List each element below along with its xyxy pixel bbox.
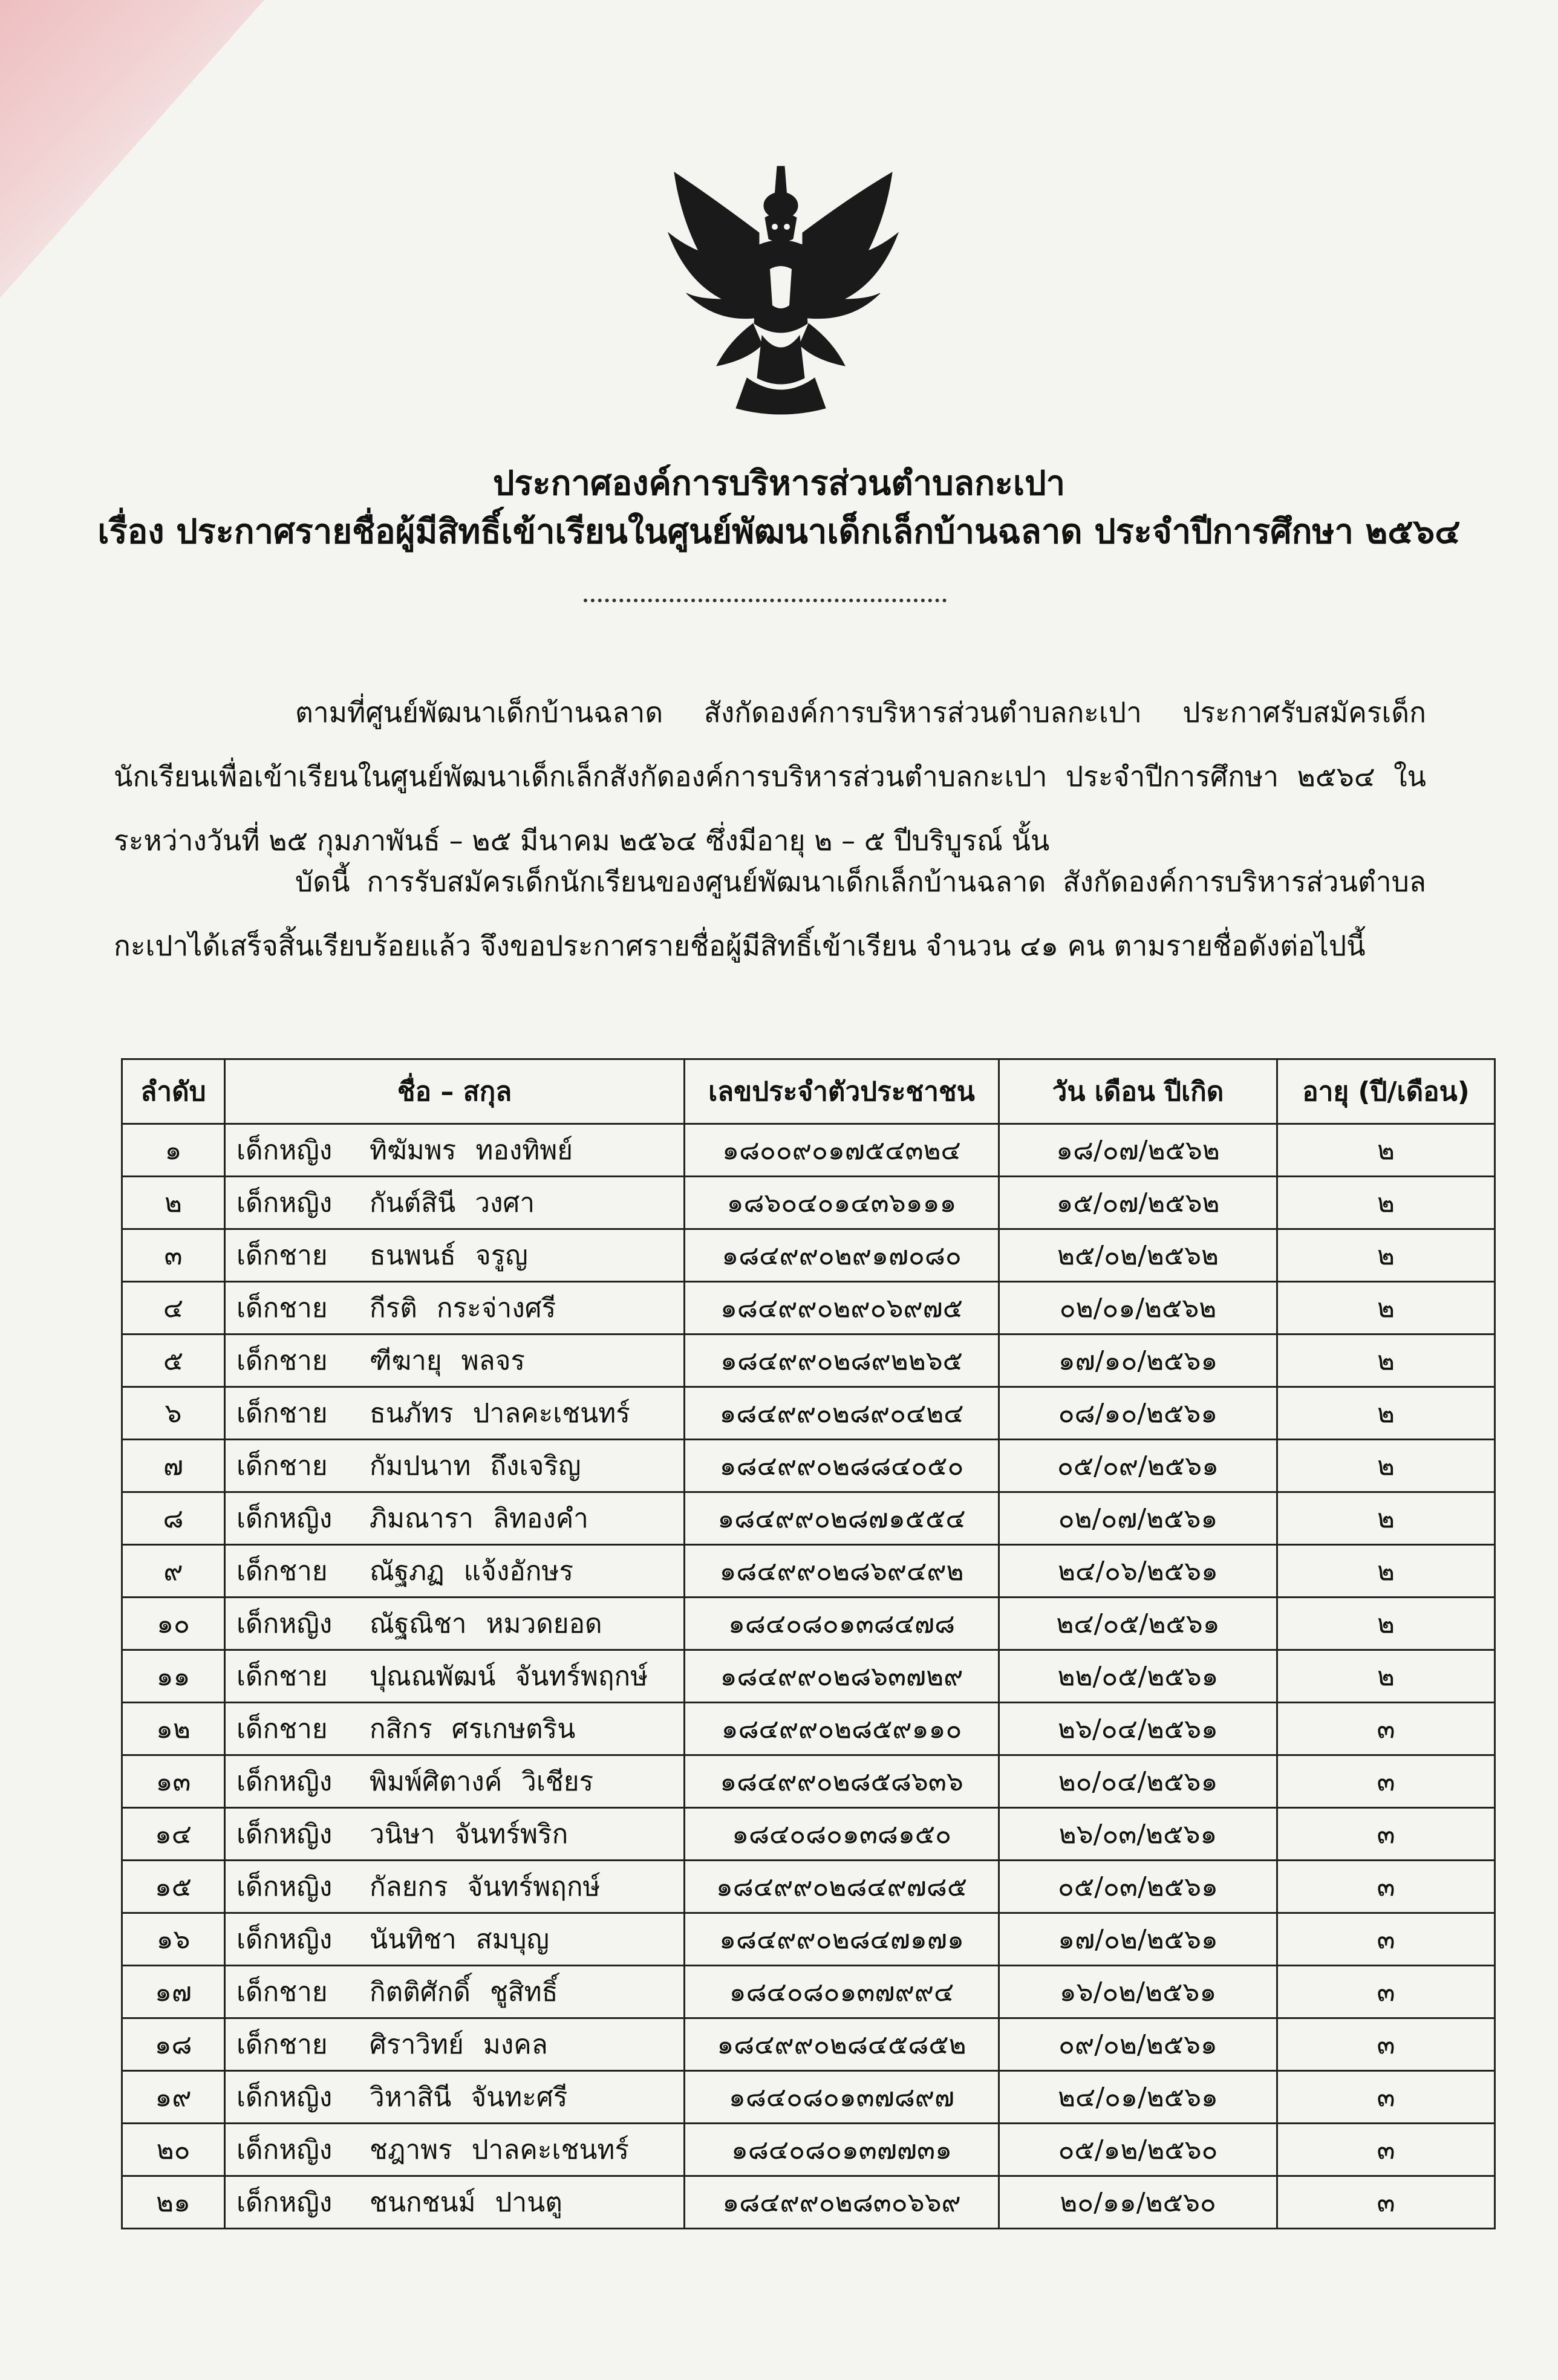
age-cell: [1277, 1492, 1495, 1545]
order-cell: [122, 1913, 225, 1966]
name-cell: [225, 1861, 685, 1913]
last-name: กระจ่างศรี: [436, 1293, 556, 1324]
order-cell: [122, 1861, 225, 1913]
birth-date: ๒๔/๐๑/๒๕๖๑: [1058, 2082, 1218, 2113]
id-cell: [685, 1755, 999, 1808]
age-value: ๓: [1377, 2135, 1395, 2165]
age-value: ๒: [1377, 1451, 1395, 1481]
order-number: ๘: [163, 1503, 184, 1534]
age-value: ๒: [1377, 1398, 1395, 1429]
order-number: ๑๙: [155, 2082, 192, 2113]
dob-cell: [999, 1545, 1277, 1598]
name-cell: [225, 1808, 685, 1861]
birth-date: ๑๗/๐๒/๒๕๖๑: [1058, 1924, 1218, 1955]
age-value: ๒: [1377, 1345, 1395, 1376]
first-name: กัมปนาท: [370, 1451, 471, 1481]
id-cell: [685, 1545, 999, 1598]
last-name: แจ้งอักษร: [463, 1556, 573, 1587]
name-prefix: เด็กหญิง: [236, 1188, 333, 1218]
birth-date: ๑๘/๐๗/๒๕๖๒: [1056, 1135, 1220, 1166]
table-row: [122, 1650, 1495, 1703]
dob-cell: [999, 2176, 1277, 2229]
last-name: ถึงเจริญ: [490, 1451, 581, 1481]
citizen-id: ๑๘๔๙๙๐๒๘๖๓๗๒๙: [720, 1661, 963, 1692]
table-row: [122, 1440, 1495, 1492]
last-name: ปาลคะเชนทร์: [471, 2135, 630, 2165]
first-name: ทิฆัมพร: [370, 1135, 457, 1166]
birth-date: ๑๖/๐๒/๒๕๖๑: [1059, 1977, 1217, 2008]
order-cell: [122, 1282, 225, 1335]
citizen-id: ๑๘๔๙๙๐๒๙๑๗๐๘๐: [722, 1240, 962, 1271]
dob-cell: [999, 1177, 1277, 1229]
order-number: ๑๕: [154, 1871, 192, 1902]
id-cell: [685, 1387, 999, 1440]
name-cell: [225, 1282, 685, 1335]
header-dob: วัน เดือน ปีเกิด: [999, 1059, 1277, 1124]
first-name: ธนภัทร: [370, 1398, 454, 1429]
order-number: ๑๐: [157, 1608, 190, 1639]
name-cell: [225, 1124, 685, 1177]
id-cell: [685, 1966, 999, 2018]
age-cell: [1277, 2176, 1495, 2229]
age-value: ๒: [1377, 1293, 1395, 1324]
last-name: ปาลคะเชนทร์: [472, 1398, 630, 1429]
header-age: อายุ (ปี/เดือน): [1277, 1059, 1495, 1124]
name-prefix: เด็กชาย: [236, 2029, 328, 2060]
name-cell: [225, 1177, 685, 1229]
name-cell: [225, 1703, 685, 1755]
birth-date: ๒๖/๐๔/๒๕๖๑: [1058, 1714, 1218, 1744]
id-cell: [685, 1913, 999, 1966]
birth-date: ๐๕/๐๓/๒๕๖๑: [1058, 1871, 1218, 1902]
order-number: ๕: [163, 1345, 184, 1376]
age-cell: [1277, 1861, 1495, 1913]
age-value: ๒: [1377, 1556, 1395, 1587]
announcement-header: [0, 460, 1558, 556]
first-name: ชฎาพร: [370, 2135, 452, 2165]
order-cell: [122, 2018, 225, 2071]
name-cell: [225, 1966, 685, 2018]
name-prefix: เด็กชาย: [236, 1661, 328, 1692]
name-prefix: เด็กหญิง: [236, 1503, 333, 1534]
order-number: ๑๔: [154, 1819, 192, 1850]
first-name: ศิราวิทย์: [370, 2029, 464, 2060]
citizen-id: ๑๘๔๐๘๐๑๓๗๗๓๑: [731, 2135, 953, 2165]
citizen-id: ๑๘๔๙๙๐๒๘๕๙๑๑๐: [721, 1714, 962, 1744]
name-cell: [225, 2018, 685, 2071]
citizen-id: ๑๘๔๙๙๐๒๘๙๒๒๖๕: [720, 1345, 963, 1376]
birth-date: ๐๒/๐๗/๒๕๖๑: [1058, 1503, 1218, 1534]
dob-cell: [999, 1492, 1277, 1545]
table-row: [122, 2071, 1495, 2124]
name-prefix: เด็กชาย: [236, 1293, 328, 1324]
birth-date: ๐๒/๐๑/๒๕๖๒: [1059, 1293, 1217, 1324]
first-name: กิตติศักดิ์: [370, 1977, 471, 2008]
age-value: ๓: [1377, 1924, 1395, 1955]
table-row: [122, 1703, 1495, 1755]
citizen-id: ๑๘๔๙๙๐๒๘๘๔๐๕๐: [719, 1451, 964, 1481]
age-cell: [1277, 2018, 1495, 2071]
last-name: หมวดยอด: [486, 1608, 602, 1639]
id-cell: [685, 1282, 999, 1335]
name-prefix: เด็กหญิง: [236, 1924, 333, 1955]
table-row: [122, 1282, 1495, 1335]
id-cell: [685, 1335, 999, 1387]
birth-date: ๒๖/๐๓/๒๕๖๑: [1058, 1819, 1217, 1850]
name-cell: [225, 1650, 685, 1703]
birth-date: ๒๔/๐๕/๒๕๖๑: [1056, 1608, 1220, 1639]
name-prefix: เด็กหญิง: [236, 2135, 333, 2165]
table-row: [122, 1545, 1495, 1598]
id-cell: [685, 1124, 999, 1177]
dob-cell: [999, 1598, 1277, 1650]
name-prefix: เด็กชาย: [236, 1556, 328, 1587]
last-name: มงคล: [483, 2029, 548, 2060]
age-value: ๒: [1377, 1135, 1395, 1166]
age-cell: [1277, 1545, 1495, 1598]
age-cell: [1277, 1598, 1495, 1650]
order-number: ๗: [163, 1451, 184, 1481]
name-cell: [225, 1440, 685, 1492]
age-cell: [1277, 1229, 1495, 1282]
last-name: ทองทิพย์: [475, 1135, 573, 1166]
id-cell: [685, 1177, 999, 1229]
order-number: ๑: [165, 1135, 182, 1166]
age-cell: [1277, 2124, 1495, 2176]
citizen-id: ๑๘๔๙๙๐๒๘๔๗๑๗๑: [719, 1924, 964, 1955]
order-number: ๑๑: [156, 1661, 191, 1692]
last-name: วงศา: [475, 1188, 535, 1218]
id-cell: [685, 2018, 999, 2071]
birth-date: ๐๕/๑๒/๒๕๖๐: [1058, 2135, 1218, 2165]
first-name: กสิกร: [370, 1714, 432, 1744]
age-cell: [1277, 1808, 1495, 1861]
name-prefix: เด็กชาย: [236, 1240, 328, 1271]
citizen-id: ๑๘๔๙๙๐๒๘๗๑๕๕๔: [717, 1503, 966, 1534]
order-cell: [122, 1440, 225, 1492]
age-cell: [1277, 1124, 1495, 1177]
first-name: ปุณณพัฒน์: [370, 1661, 496, 1692]
order-cell: [122, 1598, 225, 1650]
last-name: จรูญ: [475, 1240, 528, 1271]
order-number: ๖: [165, 1398, 182, 1429]
table-row: [122, 1124, 1495, 1177]
last-name: สมบุญ: [475, 1924, 550, 1955]
first-name: ฑีฆายุ: [370, 1345, 442, 1376]
age-cell: [1277, 1177, 1495, 1229]
name-cell: [225, 1913, 685, 1966]
name-prefix: เด็กชาย: [236, 1977, 328, 2008]
name-cell: [225, 2124, 685, 2176]
citizen-id: ๑๘๐๐๙๐๑๗๕๔๓๒๔: [722, 1135, 961, 1166]
name-prefix: เด็กหญิง: [236, 1871, 333, 1902]
table-row: [122, 1492, 1495, 1545]
id-cell: [685, 1598, 999, 1650]
name-prefix: เด็กหญิง: [236, 1608, 333, 1639]
age-cell: [1277, 1913, 1495, 1966]
order-number: ๒๐: [156, 2135, 191, 2165]
dob-cell: [999, 1703, 1277, 1755]
name-prefix: เด็กหญิง: [236, 2082, 333, 2113]
age-value: ๓: [1377, 1766, 1395, 1797]
last-name: ศรเกษตริน: [451, 1714, 576, 1744]
table-row: [122, 2018, 1495, 2071]
last-name: วิเชียร: [521, 1766, 594, 1797]
first-name: ชนกชนม์: [370, 2187, 476, 2218]
first-name: วนิษา: [370, 1819, 435, 1850]
birth-date: ๑๕/๐๗/๒๕๖๒: [1056, 1188, 1220, 1218]
name-cell: [225, 1492, 685, 1545]
name-prefix: เด็กชาย: [236, 1451, 328, 1481]
garuda-emblem: [656, 160, 910, 420]
dob-cell: [999, 1229, 1277, 1282]
order-cell: [122, 2176, 225, 2229]
dob-cell: [999, 1861, 1277, 1913]
citizen-id: ๑๘๔๐๘๐๑๓๗๙๙๔: [729, 1977, 954, 2008]
order-cell: [122, 1229, 225, 1282]
age-value: ๓: [1377, 2029, 1395, 2060]
age-cell: [1277, 1282, 1495, 1335]
birth-date: ๐๘/๑๐/๒๕๖๑: [1058, 1398, 1218, 1429]
order-cell: [122, 2124, 225, 2176]
birth-date: ๒๒/๐๕/๒๕๖๑: [1057, 1661, 1219, 1692]
last-name: ลิทองคำ: [492, 1503, 588, 1534]
citizen-id: ๑๘๔๙๙๐๒๘๔๙๗๘๕: [715, 1871, 968, 1902]
id-cell: [685, 1229, 999, 1282]
table-row: [122, 1229, 1495, 1282]
order-cell: [122, 1124, 225, 1177]
citizen-id: ๑๘๖๐๔๐๑๔๓๖๑๑๑: [726, 1188, 957, 1218]
table-row: [122, 1177, 1495, 1229]
dob-cell: [999, 1808, 1277, 1861]
dob-cell: [999, 1440, 1277, 1492]
dob-cell: [999, 1282, 1277, 1335]
age-value: ๓: [1377, 1819, 1395, 1850]
last-name: จันทร์พฤกษ์: [515, 1661, 648, 1692]
last-name: พลจร: [461, 1345, 526, 1376]
citizen-id: ๑๘๔๐๘๐๑๓๘๔๗๘: [728, 1608, 956, 1639]
name-cell: [225, 1229, 685, 1282]
id-cell: [685, 1650, 999, 1703]
dob-cell: [999, 1913, 1277, 1966]
table-row: [122, 1598, 1495, 1650]
header-id: เลขประจำตัวประชาชน: [685, 1059, 999, 1124]
dob-cell: [999, 1124, 1277, 1177]
dob-cell: [999, 2071, 1277, 2124]
table-row: [122, 1808, 1495, 1861]
name-cell: [225, 1387, 685, 1440]
paragraph-intro: ตามที่ศูนย์พัฒนาเด็กบ้านฉลาด สังกัดองค์การบริหารส่วนตำบลกะเปา ประกาศรับสมัครเด็กนักเรียนเพื่อเข้าเรียนในศูนย์พัฒนาเด็กเล็กสังกัดองค์การบริหารส่วนตำบลกะเปา ประจำปีการศึกษา ๒๕๖๔ ในระหว่างวันที่ ๒๕ กุมภาพันธ์ – ๒๕ มีนาคม ๒๕๖๔ ซึ่งมีอายุ ๒ – ๕ ปีบริบูรณ์ นั้น: [114, 696, 1426, 857]
table-row: [122, 1913, 1495, 1966]
id-cell: [685, 1703, 999, 1755]
header-name: ชื่อ – สกุล: [225, 1059, 685, 1124]
first-name: ธนพนธ์: [370, 1240, 456, 1271]
age-cell: [1277, 1966, 1495, 2018]
name-cell: [225, 1755, 685, 1808]
age-value: ๓: [1377, 1714, 1395, 1744]
id-cell: [685, 2071, 999, 2124]
age-value: ๒: [1377, 1240, 1395, 1271]
id-cell: [685, 1861, 999, 1913]
announcement-title: ประกาศองค์การบริหารส่วนตำบลกะเปา: [492, 464, 1066, 503]
name-prefix: เด็กหญิง: [236, 2187, 333, 2218]
age-cell: [1277, 1440, 1495, 1492]
order-cell: [122, 2071, 225, 2124]
first-name: ภิมณารา: [370, 1503, 474, 1534]
age-value: ๒: [1377, 1661, 1395, 1692]
order-cell: [122, 1966, 225, 2018]
order-cell: [122, 1808, 225, 1861]
table-row: [122, 2176, 1495, 2229]
name-prefix: เด็กชาย: [236, 1714, 328, 1744]
order-number: ๑๒: [156, 1714, 191, 1744]
birth-date: ๑๗/๑๐/๒๕๖๑: [1058, 1345, 1218, 1376]
name-prefix: เด็กหญิง: [236, 1766, 333, 1797]
order-cell: [122, 1545, 225, 1598]
first-name: นันทิชา: [370, 1924, 457, 1955]
dob-cell: [999, 2018, 1277, 2071]
name-cell: [225, 1545, 685, 1598]
citizen-id: ๑๘๔๙๙๐๒๘๔๕๘๕๒: [717, 2029, 966, 2060]
order-cell: [122, 1755, 225, 1808]
table-row: [122, 1966, 1495, 2018]
dotted-divider: [584, 599, 947, 602]
birth-date: ๐๕/๐๙/๒๕๖๑: [1057, 1451, 1219, 1481]
table-row: [122, 1861, 1495, 1913]
order-number: ๔: [163, 1293, 184, 1324]
first-name: ณัฐภฏ: [370, 1556, 445, 1587]
order-cell: [122, 1387, 225, 1440]
age-value: ๓: [1377, 2082, 1395, 2113]
dob-cell: [999, 1755, 1277, 1808]
first-name: กีรติ: [370, 1293, 417, 1324]
table-row: [122, 1335, 1495, 1387]
order-number: ๑๗: [154, 1977, 192, 2008]
dob-cell: [999, 2124, 1277, 2176]
pink-corner-mark: [0, 0, 339, 339]
birth-date: ๒๔/๐๖/๒๕๖๑: [1058, 1556, 1218, 1587]
age-value: ๓: [1377, 1871, 1395, 1902]
citizen-id: ๑๘๔๙๙๐๒๘๓๐๖๖๙: [722, 2187, 961, 2218]
name-prefix: เด็กชาย: [236, 1345, 328, 1376]
first-name: กันต์สินี: [370, 1188, 456, 1218]
order-number: ๑๓: [155, 1766, 191, 1797]
birth-date: ๒๐/๑๑/๒๕๖๐: [1060, 2187, 1216, 2218]
order-number: ๑๘: [154, 2029, 192, 2060]
name-cell: [225, 1335, 685, 1387]
birth-date: ๒๕/๐๒/๒๕๖๒: [1057, 1240, 1219, 1271]
dob-cell: [999, 1650, 1277, 1703]
last-name: จันทร์พฤกษ์: [467, 1871, 601, 1902]
name-cell: [225, 1598, 685, 1650]
last-name: จันทะศรี: [471, 2082, 568, 2113]
order-number: ๒๑: [156, 2187, 191, 2218]
citizen-id: ๑๘๔๙๙๐๒๘๖๙๔๙๒: [719, 1556, 964, 1587]
age-value: ๓: [1377, 1977, 1395, 2008]
last-name: จันทร์พริก: [454, 1819, 569, 1850]
order-cell: [122, 1335, 225, 1387]
name-prefix: เด็กหญิง: [236, 1819, 333, 1850]
dob-cell: [999, 1387, 1277, 1440]
id-cell: [685, 1440, 999, 1492]
student-table: [121, 1058, 1496, 2229]
citizen-id: ๑๘๔๙๙๐๒๙๐๖๙๗๕: [720, 1293, 963, 1324]
age-cell: [1277, 1755, 1495, 1808]
table-header-row: [122, 1059, 1495, 1124]
id-cell: [685, 1492, 999, 1545]
order-number: ๓: [164, 1240, 183, 1271]
name-prefix: เด็กหญิง: [236, 1135, 333, 1166]
name-cell: [225, 2176, 685, 2229]
table-row: [122, 2124, 1495, 2176]
age-cell: [1277, 1335, 1495, 1387]
age-value: ๒: [1377, 1188, 1395, 1218]
first-name: กัลยกร: [370, 1871, 448, 1902]
dob-cell: [999, 1335, 1277, 1387]
announcement-subject: เรื่อง ประกาศรายชื่อผู้มีสิทธิ์เข้าเรียนในศูนย์พัฒนาเด็กเล็กบ้านฉลาด ประจำปีการศึกษา ๒๕๖๔: [97, 512, 1461, 551]
table-row: [122, 1387, 1495, 1440]
first-name: ณัฐณิชา: [370, 1608, 467, 1639]
age-value: ๓: [1377, 2187, 1395, 2218]
dob-cell: [999, 1966, 1277, 2018]
age-cell: [1277, 2071, 1495, 2124]
order-number: ๒: [164, 1188, 182, 1218]
birth-date: ๒๐/๐๔/๒๕๖๑: [1058, 1766, 1218, 1797]
age-value: ๒: [1377, 1503, 1395, 1534]
order-cell: [122, 1703, 225, 1755]
order-cell: [122, 1650, 225, 1703]
student-table-container: [121, 1058, 1494, 2229]
citizen-id: ๑๘๔๐๘๐๑๓๘๑๕๐: [732, 1819, 951, 1850]
first-name: วิหาสินี: [370, 2082, 452, 2113]
name-prefix: เด็กชาย: [236, 1398, 328, 1429]
id-cell: [685, 2176, 999, 2229]
age-cell: [1277, 1650, 1495, 1703]
last-name: ชูสิทธิ์: [489, 1977, 558, 2008]
order-number: ๑๖: [156, 1924, 191, 1955]
name-cell: [225, 2071, 685, 2124]
age-cell: [1277, 1387, 1495, 1440]
id-cell: [685, 1808, 999, 1861]
header-order: ลำดับ: [122, 1059, 225, 1124]
table-row: [122, 1755, 1495, 1808]
order-cell: [122, 1177, 225, 1229]
citizen-id: ๑๘๔๙๙๐๒๘๕๘๖๓๖: [720, 1766, 963, 1797]
citizen-id: ๑๘๔๙๙๐๒๘๙๐๔๒๔: [719, 1398, 964, 1429]
first-name: พิมพ์ศิตางค์: [370, 1766, 503, 1797]
age-value: ๒: [1377, 1608, 1395, 1639]
order-cell: [122, 1492, 225, 1545]
id-cell: [685, 2124, 999, 2176]
paragraph-result: บัดนี้ การรับสมัครเด็กนักเรียนของศูนย์พัฒนาเด็กเล็กบ้านฉลาด สังกัดองค์การบริหารส่วนตำบลกะเปาได้เสร็จสิ้นเรียบร้อยแล้ว จึงขอประกาศรายชื่อผู้มีสิทธิ์เข้าเรียน จำนวน ๔๑ คน ตามรายชื่อดังต่อไปนี้: [114, 865, 1426, 962]
citizen-id: ๑๘๔๐๘๐๑๓๗๘๙๗: [728, 2082, 955, 2113]
last-name: ปานตู: [495, 2187, 562, 2218]
age-cell: [1277, 1703, 1495, 1755]
order-number: ๙: [163, 1556, 183, 1587]
birth-date: ๐๙/๐๒/๒๕๖๑: [1058, 2029, 1217, 2060]
